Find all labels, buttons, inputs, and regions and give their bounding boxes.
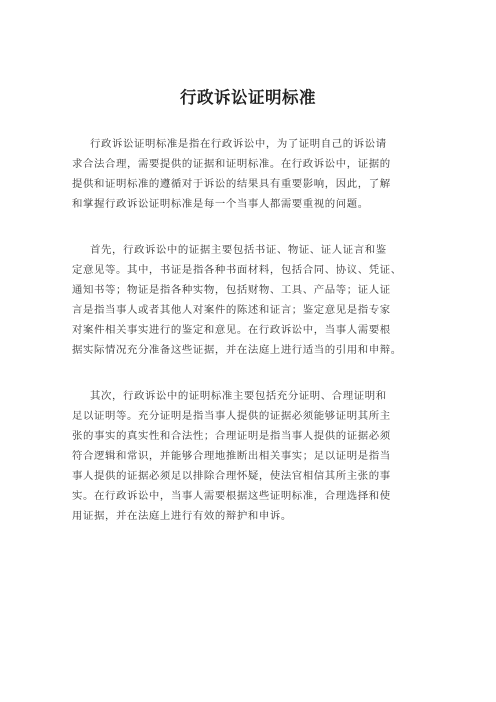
paragraph-line: 足以证明等。充分证明是指当事人提供的证据必须能够证明其所主 bbox=[72, 410, 391, 422]
paragraph-line: 和掌握行政诉讼证明标准是每一个当事人都需要重视的问题。 bbox=[72, 198, 369, 210]
paragraph-line: 事人提供的证据必须足以排除合理怀疑，使法官相信其所主张的事 bbox=[72, 470, 391, 482]
paragraph-line: 其次，行政诉讼中的证明标准主要包括充分证明、合理证明和 bbox=[90, 390, 387, 402]
document-title: 行政诉讼证明标准 bbox=[180, 88, 316, 107]
paragraph-line: 言是指当事人或者其他人对案件的陈述和证言；鉴定意见是指专家 bbox=[72, 304, 391, 316]
paragraph-line: 用证据，并在法庭上进行有效的辩护和申诉。 bbox=[72, 510, 292, 522]
paragraph-line: 符合逻辑和常识，并能够合理地推断出相关事实；足以证明是指当 bbox=[72, 450, 391, 462]
paragraph-line: 实。在行政诉讼中，当事人需要根据这些证明标准，合理选择和使 bbox=[72, 490, 391, 502]
paragraph-line: 行政诉讼证明标准是指在行政诉讼中，为了证明自己的诉讼请 bbox=[90, 138, 387, 150]
paragraph-line: 提供和证明标准的遵循对于诉讼的结果具有重要影响，因此，了解 bbox=[72, 178, 391, 190]
paragraph-line: 通知书等；物证是指各种实物，包括财物、工具、产品等；证人证 bbox=[72, 284, 391, 296]
paragraph-line: 求合法合理，需要提供的证据和证明标准。在行政诉讼中，证据的 bbox=[72, 158, 391, 170]
paragraph-line: 首先，行政诉讼中的证据主要包括书证、物证、证人证言和鉴 bbox=[90, 244, 387, 256]
paragraph-line: 对案件相关事实进行的鉴定和意见。在行政诉讼中，当事人需要根 bbox=[72, 324, 391, 336]
paragraph-line: 定意见等。其中，书证是指各种书面材料，包括合同、协议、凭证、 bbox=[72, 264, 402, 276]
paragraph-line: 张的事实的真实性和合法性；合理证明是指当事人提供的证据必须 bbox=[72, 430, 391, 442]
paragraph-line: 据实际情况充分准备这些证据，并在法庭上进行适当的引用和申辩。 bbox=[72, 344, 402, 356]
